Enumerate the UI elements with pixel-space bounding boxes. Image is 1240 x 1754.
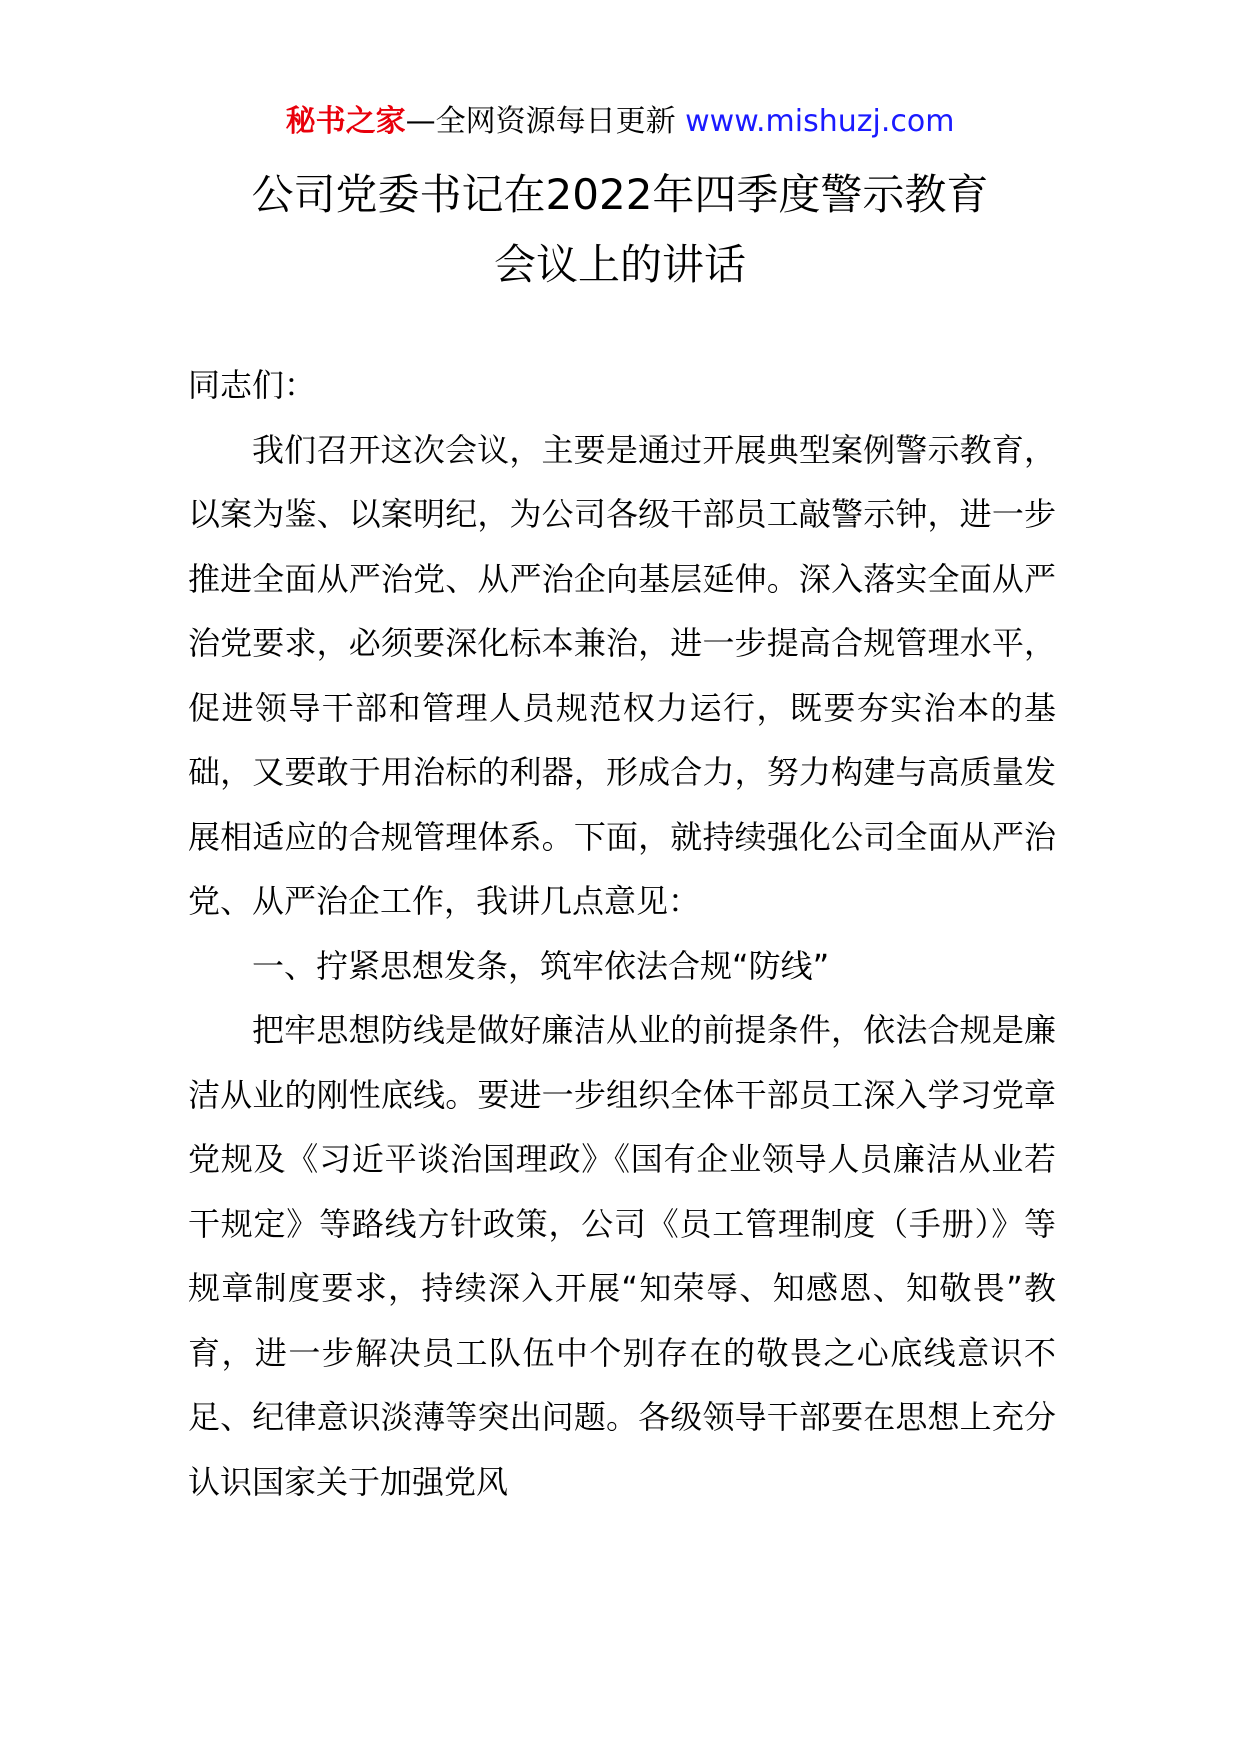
brand-name: 秘书之家 bbox=[285, 104, 406, 139]
site-url-link[interactable]: www.mishuzj.com bbox=[685, 104, 955, 139]
title-line-2: 会议上的讲话 bbox=[493, 240, 746, 289]
paragraph-section-1: 把牢思想防线是做好廉洁从业的前提条件，依法合规是廉洁从业的刚性底线。要进一步组织全体干部员工深入学习党章党规及《习近平谈治国理政》《国有企业领导人员廉洁从业若干规定》等路线方针政策，公司《员工管理制度（手册）》等规章制度要求，持续深入开展“知荣辱、知感恩、知敬畏”教育，进一步解决员工队伍中个别存在的敬畏之心底线意识不足、纪律意识淡薄等突出问题。各级领导干部要在思想上充分认识国家关于加强党风 bbox=[188, 1011, 1056, 1501]
document-title bbox=[120, 160, 1120, 300]
salutation: 同志们： bbox=[188, 366, 317, 404]
document-body bbox=[188, 353, 1056, 1514]
section-heading-1: 一、拧紧思想发条，筑牢依法合规“防线” bbox=[252, 946, 830, 985]
site-header bbox=[0, 100, 1240, 144]
title-line-1: 公司党委书记在2022年四季度警示教育 bbox=[251, 170, 989, 219]
header-tagline: —全网资源每日更新 bbox=[405, 104, 676, 139]
paragraph-intro: 我们召开这次会议，主要是通过开展典型案例警示教育，以案为鉴、以案明纪，为公司各级干部员工敲警示钟，进一步推进全面从严治党、从严治企向基层延伸。深入落实全面从严治党要求，必须要深化标本兼治，进一步提高合规管理水平，促进领导干部和管理人员规范权力运行，既要夯实治本的基础，又要敢于用治标的利器，形成合力，努力构建与高质量发展相适应的合规管理体系。下面，就持续强化公司全面从严治党、从严治企工作，我讲几点意见： bbox=[188, 430, 1056, 920]
